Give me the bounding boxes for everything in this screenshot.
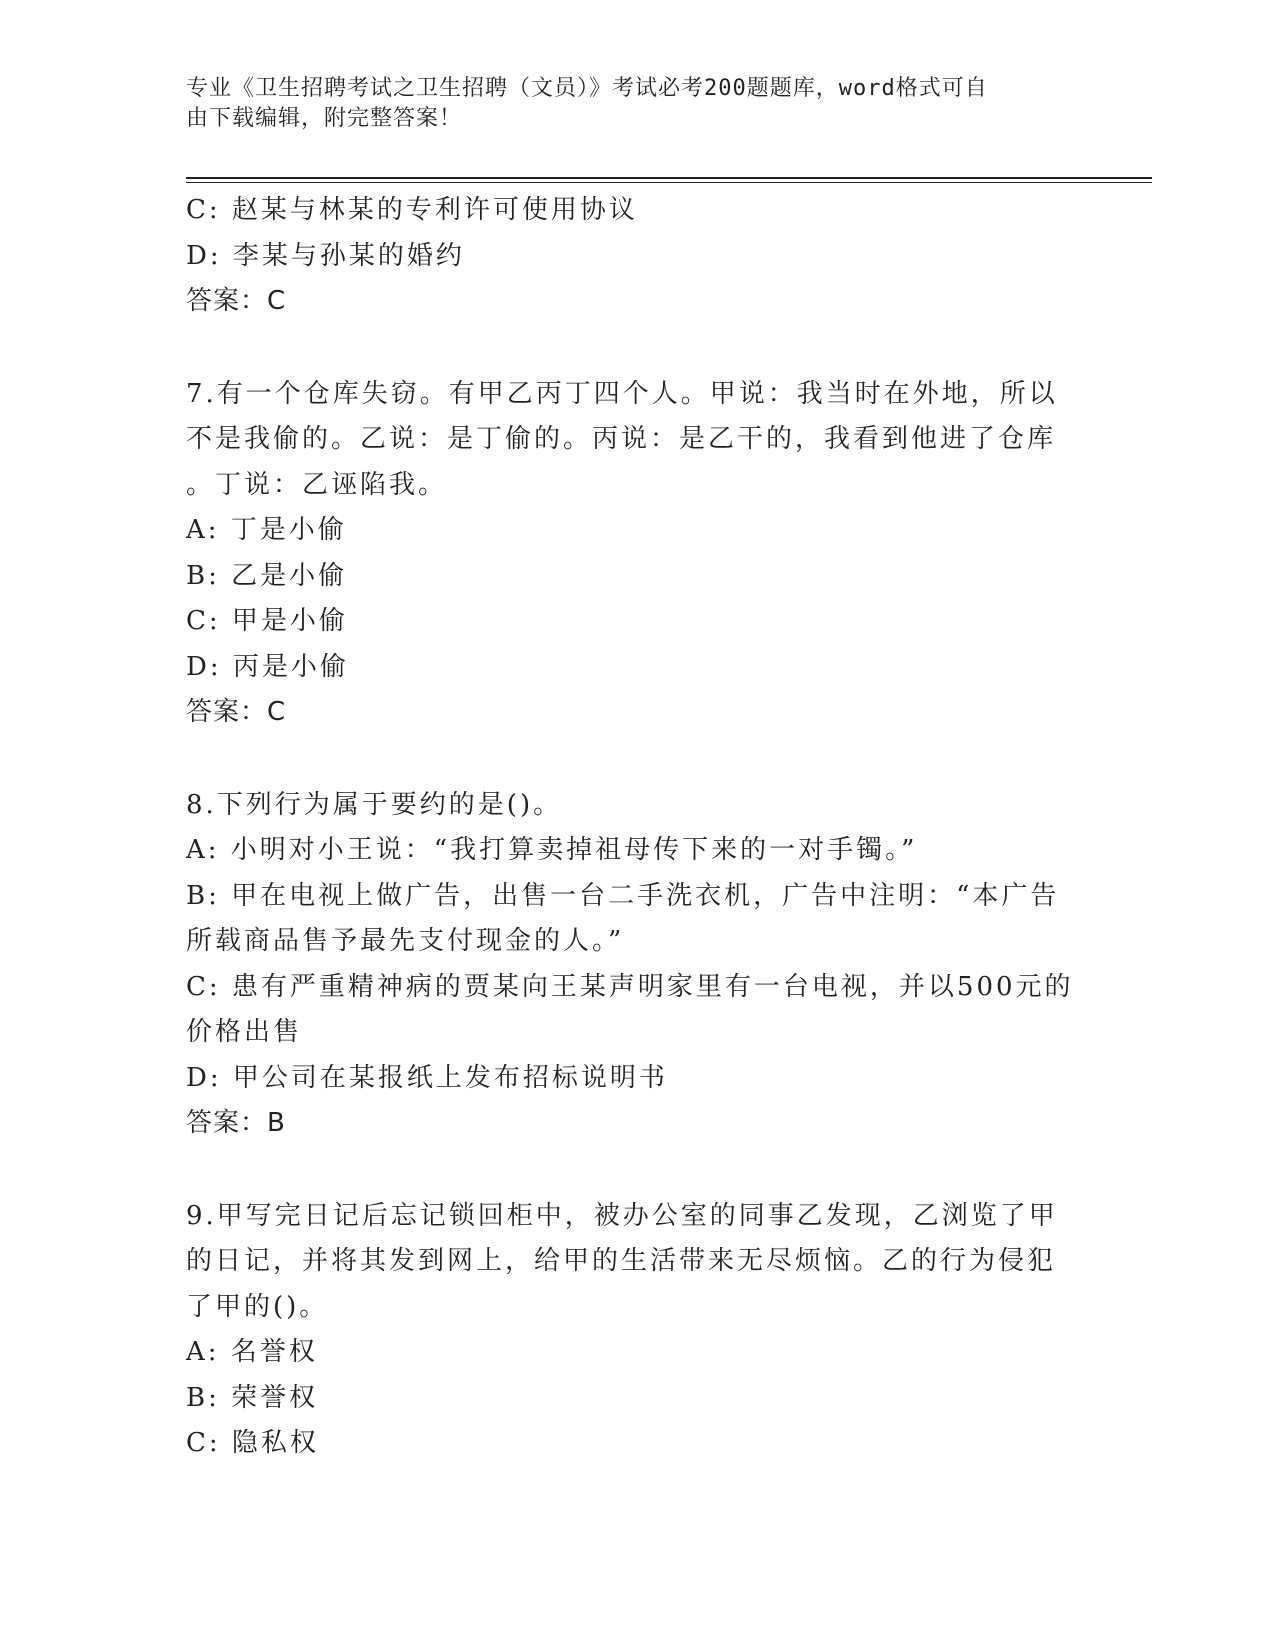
question-stem-line: 。丁说：乙诬陷我。	[186, 469, 448, 500]
option-b: B: 荣誉权	[186, 1382, 319, 1413]
option-c: C: 赵某与林某的专利许可使用协议	[186, 195, 638, 225]
header-divider-thin	[186, 182, 1152, 183]
option-b-line-2: 所载商品售予最先支付现金的人。”	[186, 926, 625, 956]
question-fragment	[186, 188, 1086, 325]
option-c-line-1: C: 患有严重精神病的贾某向王某声明家里有一台电视，并以500元的	[186, 971, 1074, 1002]
option-d: D: 李某与孙某的婚约	[186, 240, 465, 271]
question-stem-line: 7.有一个仓库失窃。有甲乙丙丁四个人。甲说：我当时在外地，所以	[186, 378, 1058, 409]
option-d: D: 丙是小偷	[186, 651, 349, 682]
option-c: C: 隐私权	[186, 1428, 319, 1458]
option-b: B: 乙是小偷	[186, 560, 348, 591]
option-c-line-2: 价格出售	[186, 1017, 303, 1047]
option-d: D: 甲公司在某报纸上发布招标说明书	[186, 1062, 668, 1093]
header-line-1: 专业《卫生招聘考试之卫生招聘（文员）》考试必考200题题库，word格式可自	[186, 76, 988, 101]
header-divider-thick	[186, 177, 1152, 179]
question-8	[186, 783, 1086, 1147]
answer-line: 答案：C	[186, 697, 287, 727]
option-c: C: 甲是小偷	[186, 606, 348, 636]
question-stem-line: 的日记，并将其发到网上，给甲的生活带来无尽烦恼。乙的行为侵犯	[186, 1246, 1057, 1276]
answer-line: 答案：B	[186, 1108, 286, 1138]
question-stem-line: 不是我偷的。乙说：是丁偷的。丙说：是乙干的，我看到他进了仓库	[186, 424, 1057, 454]
question-stem-line: 8.下列行为属于要约的是()。	[186, 789, 563, 820]
option-a: A: 名誉权	[186, 1337, 318, 1367]
question-list	[186, 188, 1086, 1467]
option-a: A: 小明对小王说：“我打算卖掉祖母传下来的一对手镯。”	[186, 835, 918, 865]
question-stem-line: 9.甲写完日记后忘记锁回柜中，被办公室的同事乙发现，乙浏览了甲	[186, 1200, 1058, 1231]
question-9	[186, 1194, 1086, 1467]
question-7	[186, 372, 1086, 736]
header-line-2: 由下载编辑，附完整答案！	[186, 106, 463, 131]
question-stem-line: 了甲的()。	[186, 1291, 329, 1322]
option-b-line-1: B: 甲在电视上做广告，出售一台二手洗衣机，广告中注明：“本广告	[186, 880, 1060, 911]
option-a: A: 丁是小偷	[186, 515, 347, 545]
answer-line: 答案：C	[186, 286, 287, 316]
document-header	[186, 74, 1066, 134]
